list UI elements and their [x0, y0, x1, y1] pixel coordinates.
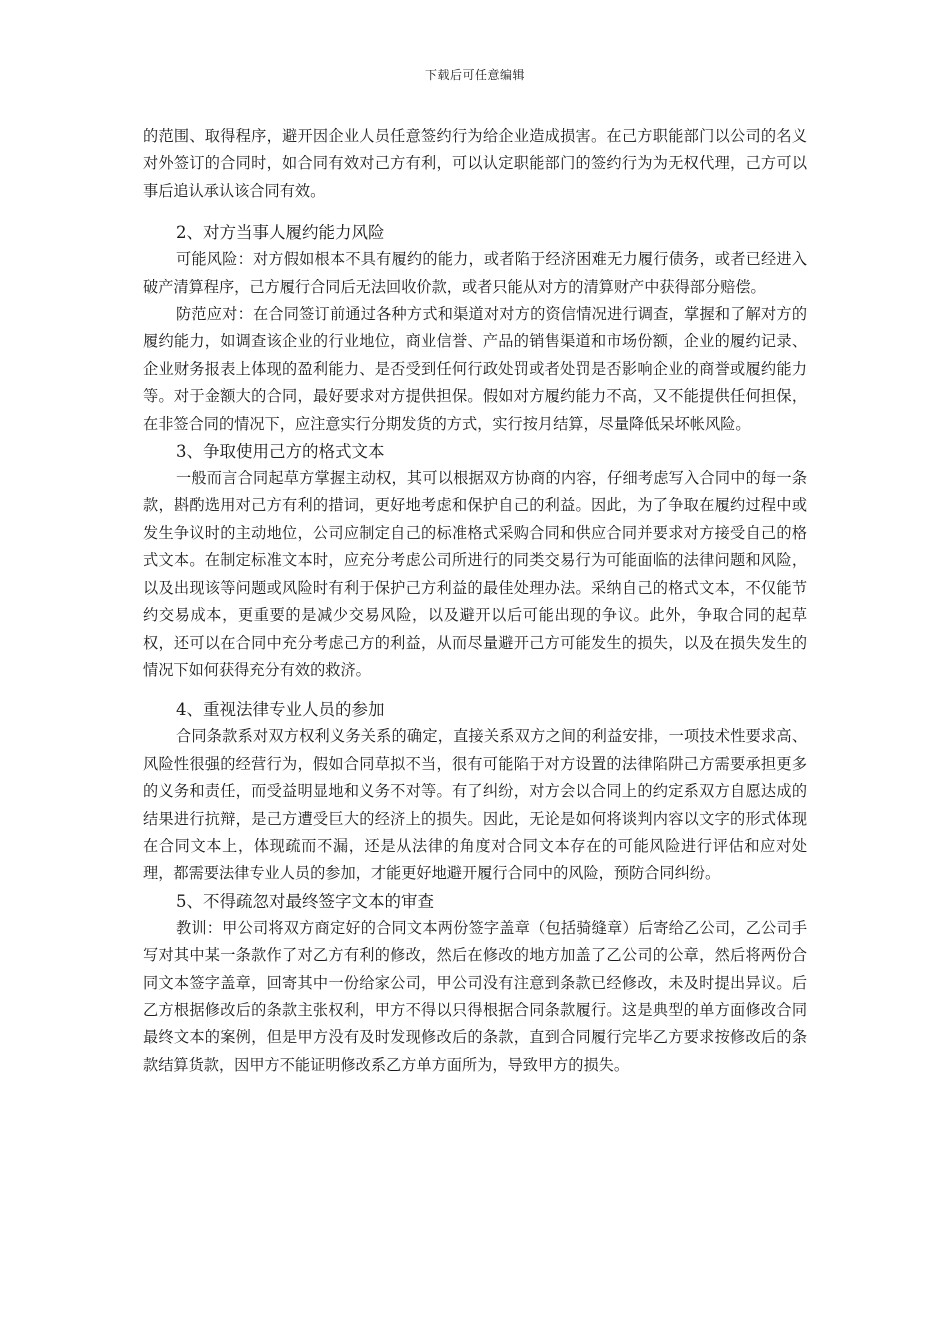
- paragraph-lesson: 教训：甲公司将双方商定好的合同文本两份签字盖章（包括骑缝章）后寄给乙公司，乙公司手写对其中某一条款作了对乙方有利的修改，然后在修改的地方加盖了乙公司的公章，然后将两份合同文本签字盖章，回寄其中一份给家公司，甲公司没有注意到条款已经修改，未及时提出异议。后乙方根据修改后的条款主张权利，甲方不得以只得根据合同条款履行。这是典型的单方面修改合同最终文本的案例，但是甲方没有及时发现修改后的条款，直到合同履行完毕乙方要求按修改后的条款结算货款，因甲方不能证明修改系乙方单方面所为，导致甲方的损失。: [143, 918, 807, 1074]
- section-heading-5: 5、不得疏忽对最终签字文本的审查: [176, 891, 434, 911]
- page-header: 下载后可任意编辑: [424, 68, 525, 82]
- paragraph-risk: 可能风险：对方假如根本不具有履约的能力，或者陷于经济困难无力履行债务，或者已经进入破产清算程序，己方履行合同后无法回收价款，或者只能从对方的清算财产中获得部分赔偿。: [143, 250, 807, 296]
- section-heading-3: 3、争取使用己方的格式文本: [176, 442, 385, 462]
- paragraph-prevention: 防范应对：在合同签订前通过各种方式和渠道对对方的资信情况进行调查，掌握和了解对方的履约能力，如调查该企业的行业地位，商业信誉、产品的销售渠道和市场份额，企业的履约记录、企业财务报表上体现的盈利能力、是否受到任何行政处罚或者处罚是否影响企业的商誉或履约能力等。对于金额大的合同，最好要求对方提供担保。假如对方履约能力不高，又不能提供任何担保，在非签合同的情况下，应注意实行分期发货的方式，实行按月结算，尽量降低呆坏帐风险。: [143, 305, 807, 433]
- document-body: [143, 123, 807, 1079]
- section-heading-2: 2、对方当事人履约能力风险: [176, 223, 385, 243]
- paragraph-continuation: 的范围、取得程序，避开因企业人员任意签约行为给企业造成损害。在己方职能部门以公司的名义对外签订的合同时，如合同有效对己方有利，可以认定职能部门的签约行为为无权代理，己方可以事后追认承认该合同有效。: [143, 127, 807, 200]
- paragraph-legal-staff: 合同条款系对双方权利义务关系的确定，直接关系双方之间的利益安排，一项技术性要求高、风险性很强的经营行为，假如合同草拟不当，很有可能陷于对方设置的法律陷阱己方需要承担更多的义务和责任，而受益明显地和义务不对等。有了纠纷，对方会以合同上的约定系双方自愿达成的结果进行抗辩，是己方遭受巨大的经济上的损失。因此，无论是如何将谈判内容以文字的形式体现在合同文本上，体现疏而不漏，还是从法律的角度对合同文本存在的可能风险进行评估和应对处理，都需要法律专业人员的参加，才能更好地避开履行合同中的风险，预防合同纠纷。: [143, 727, 807, 883]
- paragraph-format-text: 一般而言合同起草方掌握主动权，其可以根据双方协商的内容，仔细考虑写入合同中的每一条款，斟酌选用对己方有利的措词，更好地考虑和保护自己的利益。因此，为了争取在履约过程中或发生争议时的主动地位，公司应制定自己的标准格式采购合同和供应合同并要求对方接受自己的格式文本。在制定标准文本时，应充分考虑公司所进行的同类交易行为可能面临的法律问题和风险，以及出现该等问题或风险时有利于保护己方利益的最佳处理办法。采纳自己的格式文本，不仅能节约交易成本，更重要的是减少交易风险，以及避开以后可能出现的争议。此外，争取合同的起草权，还可以在合同中充分考虑己方的利益，从而尽量避开己方可能发生的损失，以及在损失发生的情况下如何获得充分有效的救济。: [143, 469, 807, 679]
- section-heading-4: 4、重视法律专业人员的参加: [176, 700, 385, 720]
